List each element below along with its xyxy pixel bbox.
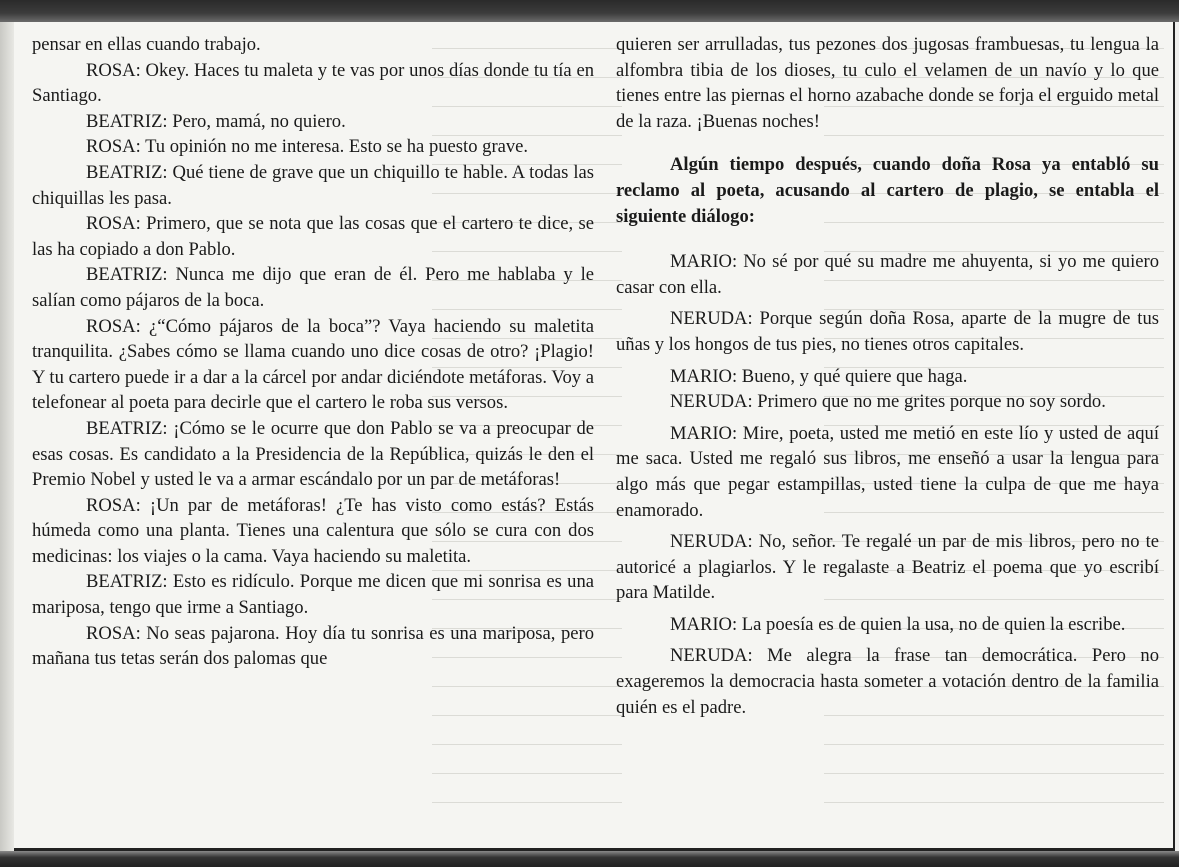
dialogue-paragraph: MARIO: Mire, poeta, usted me metió en este lío y usted de aquí me saca. Usted me regaló sus libros, me enseñó a usar la lengua para algo más que pegar estampillas, usted tiene la culpa de que me haya enamorado. [616,422,1159,521]
dialogue-paragraph: ROSA: Okey. Haces tu maleta y te vas por unos días donde tu tía en Santiago. [32,59,594,107]
text-column-right [616,32,1159,720]
stage-direction: Algún tiempo después, cuando doña Rosa ya entabló su reclamo al poeta, acusando al cartero de plagio, se entabla el siguiente diálogo: [616,154,1159,227]
dialogue-paragraph: MARIO: Bueno, y qué quiere que haga. [670,365,968,387]
dialogue-paragraph: MARIO: La poesía es de quien la usa, no de quien la escribe. [670,613,1126,635]
dialogue-paragraph: ROSA: Primero, que se nota que las cosas que el cartero te dice, se las ha copiado a don Pablo. [32,213,594,260]
dialogue-paragraph: quieren ser arrulladas, tus pezones dos jugosas frambuesas, tu lengua la alfombra tibia de los dioses, tu culo el velamen de un navío y lo que tienes entre las piernas el horno azabache donde se forja el erguido metal de la raza. ¡Buenas noches! [616,34,1159,132]
scanned-page [14,22,1175,851]
dialogue-paragraph: ROSA: ¿“Cómo pájaros de la boca”? Vaya haciendo su maletita tranquilita. ¿Sabes cómo se llama cuando uno dice cosas de otro? ¡Plagio! Y tu cartero puede ir a dar a la cárcel por andar diciéndote metáforas. Voy a telefonear al poeta para decirle que el cartero le roba sus versos. [32,315,594,414]
dialogue-paragraph: NERUDA: No, señor. Te regalé un par de mis libros, pero no te autoricé a plagiarlos. Y le regalaste a Beatriz el poema que yo escribí para Matilde. [616,531,1159,604]
dialogue-paragraph: BEATRIZ: Esto es ridículo. Porque me dicen que mi sonrisa es una mariposa, tengo que irme a Santiago. [32,571,594,619]
dialogue-paragraph: BEATRIZ: Qué tiene de grave que un chiquillo te hable. A todas las chiquillas les pasa. [32,161,594,209]
scan-left-margin [0,22,14,851]
scan-bottom-edge [0,851,1179,867]
dialogue-paragraph: NERUDA: Porque según doña Rosa, aparte de la mugre de tus uñas y los hongos de tus pies, no tienes otros capitales. [616,308,1159,355]
dialogue-paragraph: MARIO: No sé por qué su madre me ahuyenta, si yo me quiero casar con ella. [616,251,1159,298]
scan-top-edge [0,0,1179,22]
dialogue-paragraph: NERUDA: Me alegra la frase tan democrática. Pero no exageremos la democracia hasta someter a votación dentro de la familia quién es el padre. [616,645,1159,718]
dialogue-paragraph: BEATRIZ: Pero, mamá, no quiero. [86,110,346,132]
dialogue-paragraph: ROSA: No seas pajarona. Hoy día tu sonrisa es una mariposa, pero mañana tus tetas serán dos palomas que [32,622,594,670]
dialogue-paragraph: BEATRIZ: ¡Cómo se le ocurre que don Pablo se va a preocupar de esas cosas. Es candidato a la Presidencia de la República, quizás le den el Premio Nobel y usted le va a armar escándalo por un par de metáforas! [32,417,594,491]
dialogue-paragraph: ROSA: Tu opinión no me interesa. Esto se ha puesto grave. [86,136,529,158]
dialogue-paragraph: NERUDA: Primero que no me grites porque no soy sordo. [670,391,1106,413]
dialogue-paragraph: pensar en ellas cuando trabajo. [32,34,261,55]
dialogue-paragraph: ROSA: ¡Un par de metáforas! ¿Te has visto como estás? Estás húmeda como una planta. Tienes una calentura que sólo se cura con dos medicinas: los viajes o la cama. Vaya haciendo su maletita. [32,494,594,567]
text-column-left [32,32,594,672]
dialogue-paragraph: BEATRIZ: Nunca me dijo que eran de él. Pero me hablaba y le salían como pájaros de la boca. [32,264,594,311]
